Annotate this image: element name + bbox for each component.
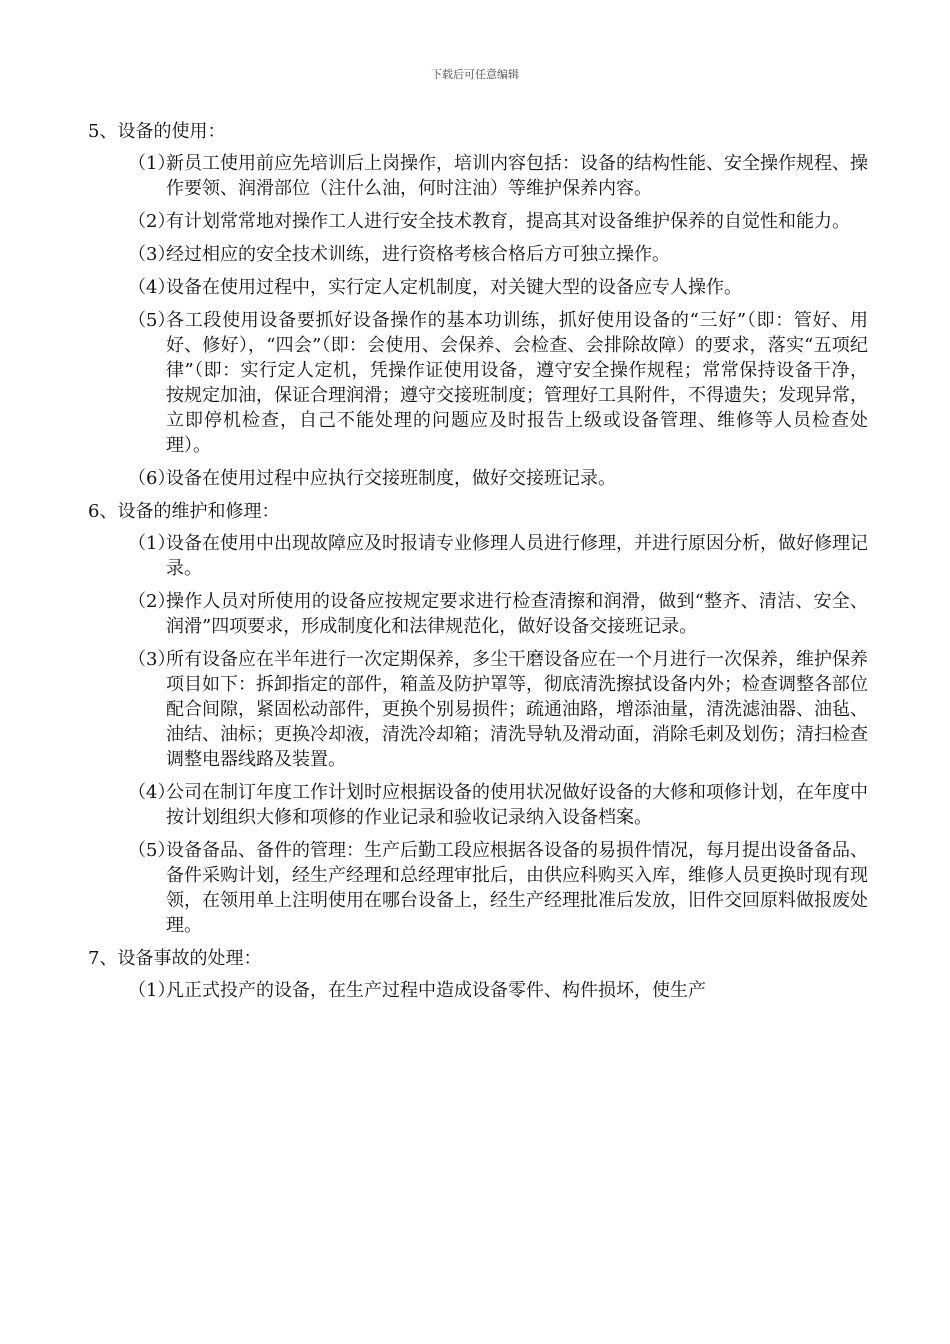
list-item — [88, 209, 868, 234]
item-number: （1） — [128, 980, 176, 1001]
list-item — [88, 151, 868, 201]
list-item — [88, 780, 868, 830]
list-item — [88, 242, 868, 267]
item-text: 新员工使用前应先培训后上岗操作，培训内容包括：设备的结构性能、安全操作规程、操作要领、润滑部位（注什么油，何时注油）等维护保养内容。 — [166, 153, 868, 199]
section-6 — [88, 499, 868, 938]
item-text: 凡正式投产的设备，在生产过程中造成设备零件、构件损坏，使生产 — [166, 980, 706, 1001]
section-5 — [88, 119, 868, 491]
item-number: （6） — [128, 468, 176, 489]
item-text: 设备在使用中出现故障应及时报请专业修理人员进行修理，并进行原因分析，做好修理记录。 — [166, 533, 868, 579]
list-item — [88, 531, 868, 581]
item-text: 公司在制订年度工作计划时应根据设备的使用状况做好设备的大修和项修计划，在年度中按计划组织大修和项修的作业记录和验收记录纳入设备档案。 — [166, 782, 868, 828]
item-text: 设备备品、备件的管理：生产后勤工段应根据各设备的易损件情况，每月提出设备备品、备件采购计划，经生产经理和总经理审批后，由供应科购买入库，维修人员更换时现有现领，在领用单上注明使用在哪台设备上，经生产经理批准后发放，旧件交回原料做报废处理。 — [166, 840, 868, 936]
list-item — [88, 647, 868, 772]
item-number: （4） — [128, 277, 176, 298]
item-text: 设备在使用过程中，实行定人定机制度，对关键大型的设备应专人操作。 — [166, 277, 742, 298]
item-text: 经过相应的安全技术训练，进行资格考核合格后方可独立操作。 — [166, 244, 670, 265]
item-number: （3） — [128, 244, 176, 265]
item-text: 操作人员对所使用的设备应按规定要求进行检查清擦和润滑，做到“整齐、清洁、安全、润滑”四项要求，形成制度化和法律规范化，做好设备交接班记录。 — [166, 591, 868, 637]
item-number: （5） — [128, 310, 176, 331]
list-item — [88, 978, 868, 1003]
item-text: 设备在使用过程中应执行交接班制度，做好交接班记录。 — [166, 468, 616, 489]
item-text: 所有设备应在半年进行一次定期保养，多尘干磨设备应在一个月进行一次保养，维护保养项目如下：拆卸指定的部件，箱盖及防护罩等，彻底清洗擦拭设备内外；检查调整各部位配合间隙，紧固松动部件，更换个别易损件；疏通油路，增添油量，清洗滤油器、油毡、油结、油标；更换冷却液，清洗冷却箱；清洗导轨及滑动面，消除毛刺及划伤；清扫检查调整电器线路及装置。 — [166, 649, 868, 770]
list-item — [88, 466, 868, 491]
item-number: （1） — [128, 153, 176, 174]
section-heading: 6、设备的维护和修理： — [88, 501, 280, 522]
item-number: （5） — [128, 840, 176, 861]
list-item — [88, 838, 868, 938]
item-number: （1） — [128, 533, 176, 554]
document-body — [88, 119, 868, 1011]
item-text: 有计划常常地对操作工人进行安全技术教育，提高其对设备维护保养的自觉性和能力。 — [166, 211, 850, 232]
list-item — [88, 308, 868, 458]
item-number: （4） — [128, 782, 176, 803]
section-heading: 5、设备的使用： — [88, 121, 226, 142]
item-number: （2） — [128, 591, 176, 612]
section-7 — [88, 946, 868, 1003]
item-number: （3） — [128, 649, 176, 670]
section-heading: 7、设备事故的处理： — [88, 948, 262, 969]
list-item — [88, 589, 868, 639]
page-header: 下载后可任意编辑 — [431, 68, 519, 81]
item-number: （2） — [128, 211, 176, 232]
item-text: 各工段使用设备要抓好设备操作的基本功训练，抓好使用设备的“三好”（即：管好、用好、修好），“四会”（即：会使用、会保养、会检查、会排除故障）的要求，落实“五项纪律”（即：实行定人定机，凭操作证使用设备，遵守安全操作规程；常常保持设备干净，按规定加油，保证合理润滑；遵守交接班制度；管理好工具附件，不得遗失；发现异常，立即停机检查，自己不能处理的问题应及时报告上级或设备管理、维修等人员检查处理）。 — [166, 310, 868, 456]
list-item — [88, 275, 868, 300]
